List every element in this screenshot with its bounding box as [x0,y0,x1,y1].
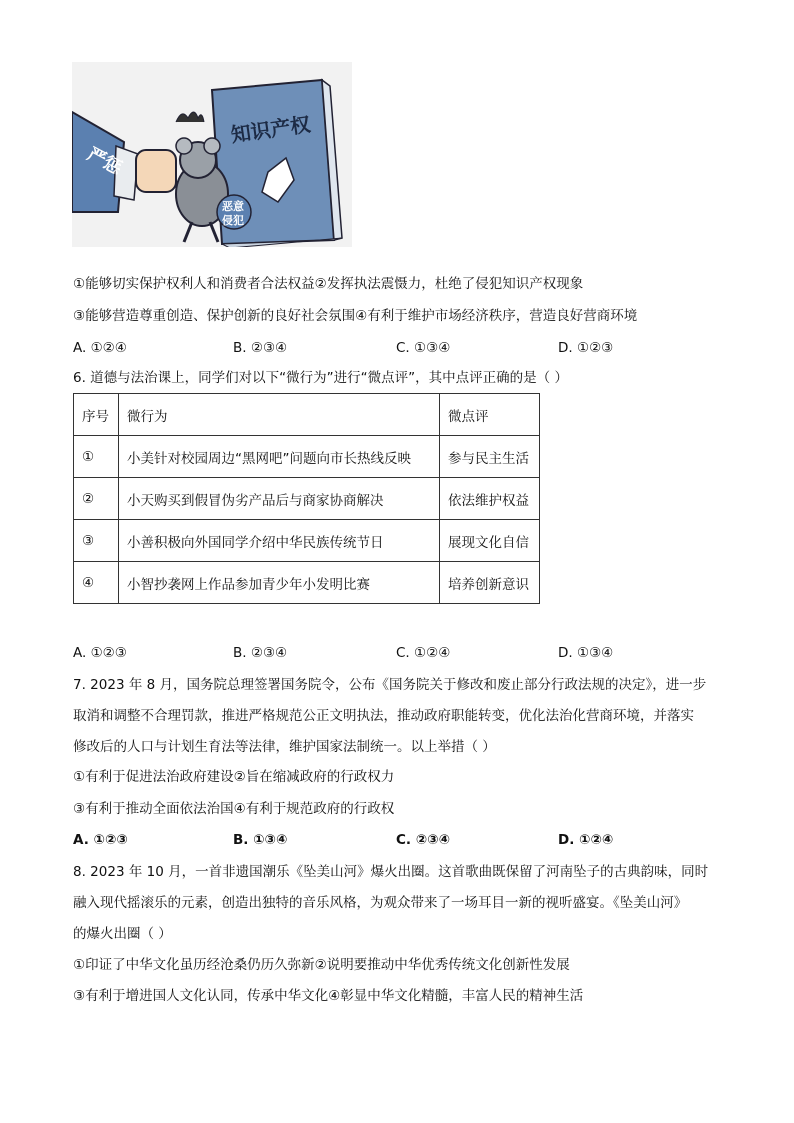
q6-table [73,393,540,604]
table-header-cell: 微行为 [119,394,440,436]
q7-option-c: C. ②③④ [396,832,451,848]
table-cell: ④ [74,562,119,604]
q7-option-b: B. ①③④ [233,832,288,848]
q7-stem-line-1: 7. 2023 年 8 月，国务院总理签署国务院令，公布《国务院关于修改和废止部分行政法规的决定》，进一步 [73,677,707,693]
q6-option-a: A. ①②③ [73,645,127,661]
table-header-cell: 微点评 [440,394,540,436]
table-cell: 培养创新意识 [440,562,540,604]
table-cell: 参与民主生活 [440,436,540,478]
table-header-cell: 序号 [74,394,119,436]
label-badge-1: 恶意 [222,200,244,213]
table-cell: ③ [74,520,119,562]
label-ip: 知识产权 [229,112,312,147]
q7-option-d: D. ①②④ [558,832,614,848]
q5-option-b: B. ②③④ [233,340,288,356]
table-row [74,520,540,562]
q6-option-c: C. ①②④ [396,645,451,661]
q7-stem-line-2: 取消和调整不合理罚款，推进严格规范公正文明执法，推动政府职能转变，优化法治化营商环境，并落实 [73,708,694,724]
label-badge-2: 侵犯 [222,214,244,227]
table-cell: 依法维护权益 [440,478,540,520]
table-row [74,562,540,604]
q7-stem-line-3: 修改后的人口与计划生育法等法律，维护国家法制统一。以上举措（ ） [73,739,496,755]
table-cell: ② [74,478,119,520]
q6-stem: 6. 道德与法治课上，同学们对以下“微行为”进行“微点评”，其中点评正确的是（ ） [73,370,568,386]
q6-option-b: B. ②③④ [233,645,288,661]
table-cell: 小善积极向外国同学介绍中华民族传统节日 [119,520,440,562]
q7-statement-1-2: ①有利于促进法治政府建设②旨在缩减政府的行政权力 [73,769,395,785]
q8-statement-1-2: ①印证了中华文化虽历经沧桑仍历久弥新②说明要推动中华优秀传统文化创新性发展 [73,957,570,973]
q7-option-a: A. ①②③ [73,832,128,848]
cartoon-illustration [72,62,352,247]
table-cell: 展现文化自信 [440,520,540,562]
table-header-row [74,394,540,436]
q8-statement-3-4: ③有利于增进国人文化认同，传承中华文化④彰显中华文化精髓，丰富人民的精神生活 [73,988,584,1004]
q5-statement-1-2: ①能够切实保护权利人和消费者合法权益②发挥执法震慑力，杜绝了侵犯知识产权现象 [73,276,584,292]
q5-option-c: C. ①③④ [396,340,451,356]
q5-option-d: D. ①②③ [558,340,614,356]
table-cell: ① [74,436,119,478]
q8-stem-line-1: 8. 2023 年 10 月，一首非遗国潮乐《坠美山河》爆火出圈。这首歌曲既保留了河南坠子的古典韵味，同时 [73,864,709,880]
table-row [74,478,540,520]
table-row [74,436,540,478]
table-cell: 小美针对校园周边“黑网吧”问题向市长热线反映 [119,436,440,478]
q5-option-a: A. ①②④ [73,340,127,356]
q8-stem-line-3: 的爆火出圈（ ） [73,926,172,942]
table-cell: 小智抄袭网上作品参加青少年小发明比赛 [119,562,440,604]
table-cell: 小天购买到假冒伪劣产品后与商家协商解决 [119,478,440,520]
q7-statement-3-4: ③有利于推动全面依法治国④有利于规范政府的行政权 [73,801,395,817]
q5-statement-3-4: ③能够营造尊重创造、保护创新的良好社会氛围④有利于维护市场经济秩序，营造良好营商环境 [73,308,638,324]
q6-option-d: D. ①③④ [558,645,614,661]
label-strict: 严惩 [83,143,126,180]
q8-stem-line-2: 融入现代摇滚乐的元素，创造出独特的音乐风格，为观众带来了一场耳目一新的视听盛宴。《坠美山河》 [73,895,688,911]
